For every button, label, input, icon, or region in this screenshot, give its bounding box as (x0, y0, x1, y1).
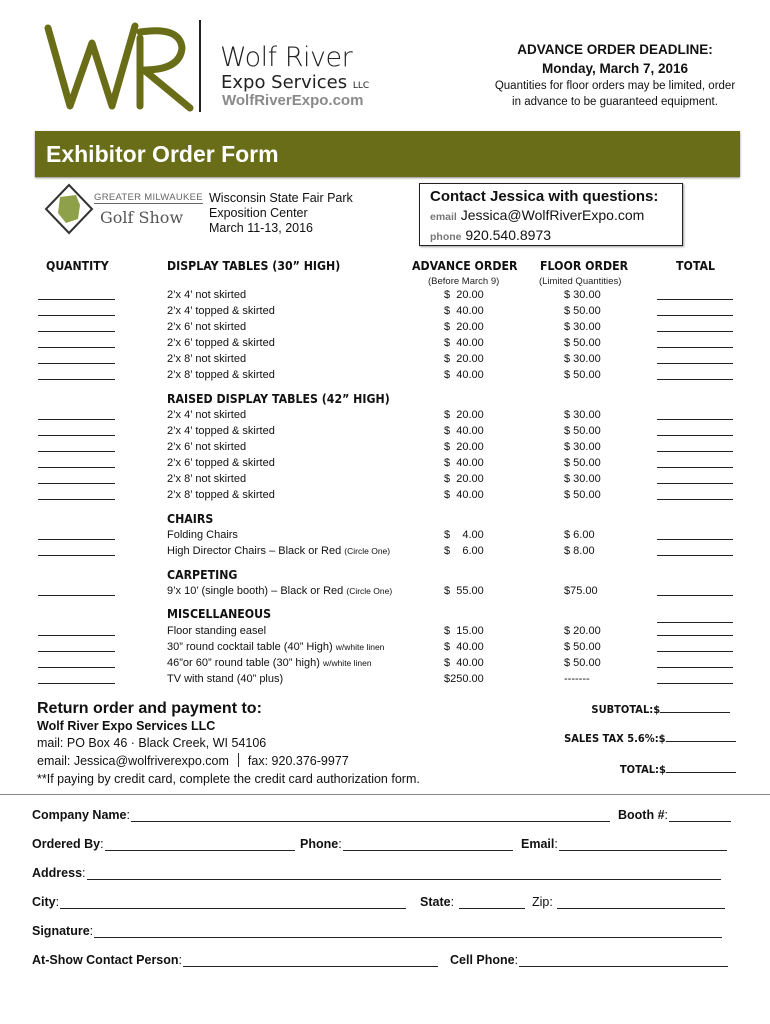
zip-field[interactable]: Zip : (532, 895, 726, 909)
floor-price: $ 50.00 (564, 489, 601, 501)
brand-name: Wolf River (220, 42, 353, 73)
advance-price: $ 40.00 (444, 457, 484, 469)
sales-tax-label: SALES TAX 5.6%:$ (564, 732, 666, 745)
item-name: 9’x 10’ (single booth) – Black or Red (167, 585, 347, 597)
contact-box (419, 183, 683, 246)
total-input[interactable] (657, 435, 733, 436)
total-input[interactable] (657, 315, 733, 316)
item-name: 2’x 4’ topped & skirted (167, 305, 275, 317)
column-header-quantity: QUANTITY (46, 258, 109, 273)
order-item-row (0, 584, 770, 600)
deadline-note: Quantities for floor orders may be limited, order (494, 80, 736, 92)
company-name-field[interactable]: Company Name : (32, 808, 611, 822)
email-label: email (430, 211, 457, 223)
item-description (167, 368, 275, 382)
state-field[interactable]: State : (420, 895, 526, 909)
floor-price: $ 30.00 (564, 353, 601, 365)
total-input[interactable] (657, 451, 733, 452)
advance-price: $ 20.00 (444, 289, 484, 301)
quantity-input[interactable] (38, 435, 115, 436)
page-title: Exhibitor Order Form (46, 141, 279, 167)
return-email: email: Jessica@wolfriverexpo.com (37, 754, 229, 768)
event-dates: March 11-13, 2016 (209, 221, 313, 235)
floor-price: $ 8.00 (564, 545, 595, 557)
column-header-floor: FLOOR ORDER (540, 258, 629, 273)
wisconsin-diamond-icon (44, 183, 94, 235)
order-item-row (0, 288, 770, 304)
item-description (167, 320, 246, 334)
quantity-input[interactable] (38, 539, 115, 540)
total-input[interactable] (657, 667, 733, 668)
return-mail: mail: PO Box 46 · Black Creek, WI 54106 (37, 736, 267, 750)
quantity-input[interactable] (38, 363, 115, 364)
advance-price: $250.00 (444, 673, 484, 685)
contact-title: Contact Jessica with questions: (430, 188, 659, 205)
floor-price: $ 30.00 (564, 289, 601, 301)
item-description (167, 288, 246, 302)
quantity-input[interactable] (38, 483, 115, 484)
phone-label: Phone (300, 837, 339, 851)
brand-subtitle-text: Expo Services (221, 72, 348, 93)
address-field[interactable]: Address : (32, 866, 722, 880)
item-description (167, 408, 246, 422)
item-description (167, 304, 275, 318)
cell-phone-field[interactable]: Cell Phone : (450, 953, 729, 967)
quantity-input[interactable] (38, 651, 115, 652)
floor-price: $ 50.00 (564, 425, 601, 437)
quantity-input[interactable] (38, 347, 115, 348)
advance-price: $ 6.00 (444, 545, 484, 557)
floor-price: $ 30.00 (564, 321, 601, 333)
zip-label: Zip (532, 895, 550, 909)
booth-field[interactable]: Booth # : (618, 808, 732, 822)
advance-price: $ 40.00 (444, 489, 484, 501)
total-input[interactable] (657, 595, 733, 596)
order-item-row (0, 528, 770, 544)
divider (0, 794, 770, 795)
floor-price: $ 50.00 (564, 305, 601, 317)
contact-person-label: At-Show Contact Person (32, 953, 179, 967)
deadline-block (470, 40, 760, 110)
total-input[interactable] (657, 379, 733, 380)
advance-price: $ 40.00 (444, 657, 484, 669)
order-item-row (0, 304, 770, 320)
return-title: Return order and payment to: (37, 700, 262, 717)
brand-llc: LLC (352, 81, 370, 91)
floor-price: $ 30.00 (564, 441, 601, 453)
item-description (167, 424, 275, 438)
section-header: RAISED DISPLAY TABLES (42” HIGH) (167, 391, 390, 406)
city-label: City (32, 895, 56, 909)
item-name: 2’x 8’ not skirted (167, 353, 247, 365)
advance-price: $ 20.00 (444, 321, 484, 333)
item-description (167, 672, 283, 686)
item-description (167, 584, 392, 598)
order-item-row (0, 440, 770, 456)
floor-price: ------- (564, 673, 590, 685)
order-item-row (0, 352, 770, 368)
quantity-input[interactable] (38, 667, 115, 668)
ordered-by-field[interactable]: Ordered By : (32, 837, 296, 851)
quantity-input[interactable] (38, 315, 115, 316)
total-input[interactable] (657, 363, 733, 364)
item-name: 30” round cocktail table (40” High) (167, 641, 336, 653)
quantity-input[interactable] (38, 379, 115, 380)
item-name: 2’x 4’ not skirted (167, 409, 247, 421)
order-item-row (0, 656, 770, 672)
item-description (167, 456, 275, 470)
advance-price: $ 40.00 (444, 641, 484, 653)
cell-phone-label: Cell Phone (450, 953, 515, 967)
advance-price: $ 15.00 (444, 625, 484, 637)
order-item-row (0, 368, 770, 384)
return-fax: fax: 920.376-9977 (247, 754, 349, 768)
quantity-input[interactable] (38, 299, 115, 300)
logo-divider (199, 20, 201, 112)
total-input[interactable] (657, 555, 733, 556)
total-input[interactable] (657, 419, 733, 420)
order-item-row (0, 672, 770, 688)
venue-center: Exposition Center (209, 206, 308, 220)
item-name: High Director Chairs – Black or Red (167, 545, 345, 557)
phone-field[interactable]: Phone : (300, 837, 514, 851)
item-name: 2’x 8’ not skirted (167, 473, 247, 485)
event-venue (209, 191, 353, 236)
floor-price: $ 50.00 (564, 369, 601, 381)
item-name: TV with stand (40” plus) (167, 673, 284, 685)
total-label: TOTAL:$ (619, 763, 666, 776)
deadline-note: in advance to be guaranteed equipment. (512, 96, 718, 108)
brand-url: WolfRiverExpo.com (222, 92, 364, 109)
floor-price: $ 20.00 (564, 625, 601, 637)
floor-price: $ 6.00 (564, 529, 595, 541)
state-label: State (420, 895, 451, 909)
order-item-row (0, 472, 770, 488)
quantity-input[interactable] (38, 595, 115, 596)
return-company: Wolf River Expo Services LLC (37, 719, 216, 733)
return-info (37, 700, 420, 788)
venue-name: Wisconsin State Fair Park (209, 191, 353, 205)
email-label: Email (521, 837, 555, 851)
floor-price: $75.00 (564, 585, 598, 597)
column-header-display-tables: DISPLAY TABLES (30” HIGH) (167, 258, 341, 273)
contact-email[interactable]: Jessica@WolfRiverExpo.com (460, 207, 645, 223)
item-note: w/white linen (322, 658, 372, 668)
item-name: 2’x 6’ topped & skirted (167, 457, 275, 469)
golf-show-logo (44, 183, 203, 235)
quantity-input[interactable] (38, 555, 115, 556)
deadline-date: Monday, March 7, 2016 (541, 61, 689, 76)
item-name: 46”or 60” round table (30” high) (167, 657, 323, 669)
quantity-input[interactable] (38, 419, 115, 420)
total-input[interactable] (657, 635, 733, 636)
quantity-input[interactable] (38, 451, 115, 452)
deadline-title: ADVANCE ORDER DEADLINE: (517, 42, 713, 57)
subtotal-label: SUBTOTAL:$ (591, 703, 660, 716)
advance-price: $ 4.00 (444, 529, 484, 541)
total-input[interactable] (657, 651, 733, 652)
item-name: 2’x 6’ not skirted (167, 441, 247, 453)
item-description (167, 640, 384, 654)
credit-card-note: **If paying by credit card, complete the credit card authorization form. (37, 772, 420, 786)
total-input[interactable] (657, 622, 733, 623)
item-description (167, 528, 238, 542)
floor-price: $ 50.00 (564, 457, 601, 469)
order-item-row (0, 544, 770, 560)
total-input[interactable] (657, 483, 733, 484)
signature-field[interactable]: Signature : (32, 924, 723, 938)
quantity-input[interactable] (38, 683, 115, 684)
order-item-row (0, 488, 770, 504)
city-field[interactable]: City : (32, 895, 407, 909)
misc-total-row (0, 611, 770, 627)
column-header-total: TOTAL (676, 258, 716, 273)
advance-price: $ 40.00 (444, 337, 484, 349)
booth-label: Booth # (618, 808, 665, 822)
total-input[interactable] (657, 467, 733, 468)
subtotal-field[interactable] (591, 702, 730, 716)
sales-tax-field[interactable] (564, 731, 736, 745)
floor-price: $ 30.00 (564, 473, 601, 485)
section-header: MISCELLANEOUS (167, 606, 272, 621)
section-header: CARPETING (167, 567, 238, 582)
advance-price: $ 55.00 (444, 585, 484, 597)
item-note: w/white linen (335, 642, 385, 652)
item-name: Floor standing easel (167, 625, 267, 637)
advance-price: $ 40.00 (444, 305, 484, 317)
item-description (167, 440, 246, 454)
advance-price: $ 20.00 (444, 409, 484, 421)
advance-price: $ 20.00 (444, 441, 484, 453)
floor-price: $ 50.00 (564, 641, 601, 653)
item-description (167, 336, 275, 350)
quantity-input[interactable] (38, 499, 115, 500)
logo-text: GREATER MILWAUKEE (94, 192, 203, 203)
phone-label: phone (430, 231, 462, 243)
quantity-input[interactable] (38, 331, 115, 332)
order-item-row (0, 408, 770, 424)
order-item-row (0, 456, 770, 472)
floor-price: $ 30.00 (564, 409, 601, 421)
item-name: 2’x 6’ topped & skirted (167, 337, 275, 349)
floor-price: $ 50.00 (564, 337, 601, 349)
contact-phone: 920.540.8973 (465, 227, 552, 243)
item-description (167, 544, 390, 558)
total-input[interactable] (657, 499, 733, 500)
floor-subheader: (Limited Quantities) (539, 276, 622, 287)
logo-text: Golf Show (100, 208, 184, 227)
item-name: 2’x 6’ not skirted (167, 321, 247, 333)
total-input[interactable] (657, 347, 733, 348)
floor-price: $ 50.00 (564, 657, 601, 669)
order-item-row (0, 424, 770, 440)
item-name: 2’x 4’ topped & skirted (167, 425, 275, 437)
wolf-river-logo (40, 18, 200, 113)
item-note: (Circle One) (344, 546, 391, 556)
advance-price: $ 40.00 (444, 425, 484, 437)
total-field[interactable] (620, 762, 736, 776)
item-description (167, 656, 372, 670)
item-name: Folding Chairs (167, 529, 238, 541)
email-field[interactable]: Email : (521, 837, 728, 851)
order-item-row (0, 320, 770, 336)
order-item-row (0, 336, 770, 352)
section-header: CHAIRS (167, 511, 214, 526)
quantity-input[interactable] (38, 467, 115, 468)
total-input[interactable] (657, 331, 733, 332)
form-title-banner (35, 131, 740, 177)
total-input[interactable] (657, 683, 733, 684)
order-item-row (0, 640, 770, 656)
quantity-input[interactable] (38, 635, 115, 636)
item-description (167, 488, 275, 502)
advance-subheader: (Before March 9) (428, 276, 500, 287)
column-header-advance: ADVANCE ORDER (412, 258, 518, 273)
item-description (167, 472, 246, 486)
total-input[interactable] (657, 539, 733, 540)
advance-price: $ 20.00 (444, 353, 484, 365)
divider (238, 753, 239, 767)
contact-person-field[interactable]: At-Show Contact Person : (32, 953, 439, 967)
advance-price: $ 40.00 (444, 369, 484, 381)
item-note: (Circle One) (346, 586, 393, 596)
total-input[interactable] (657, 299, 733, 300)
signature-label: Signature (32, 924, 90, 938)
address-label: Address (32, 866, 83, 880)
item-name: 2’x 4’ not skirted (167, 289, 247, 301)
advance-price: $ 20.00 (444, 473, 484, 485)
ordered-by-label: Ordered By (32, 837, 101, 851)
item-name: 2’x 8’ topped & skirted (167, 489, 275, 501)
item-description (167, 352, 246, 366)
item-name: 2’x 8’ topped & skirted (167, 369, 275, 381)
company-label: Company Name (32, 808, 127, 822)
